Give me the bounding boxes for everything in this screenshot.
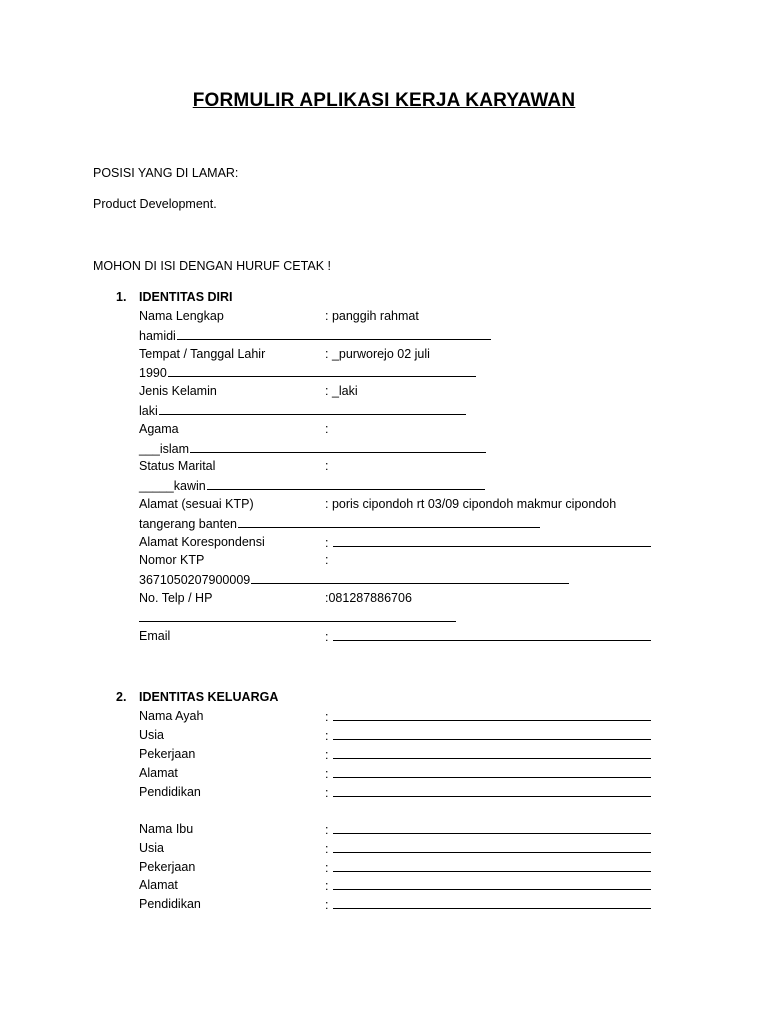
underline-blank [333,766,651,778]
underline-blank [333,535,651,547]
section-identitas-diri-heading [116,290,233,304]
colon: : [325,879,329,893]
field-value-email[interactable] [325,629,651,644]
underline-blank [333,860,651,872]
position-value: Product Development. [93,197,217,211]
colon: : [325,898,329,912]
field-label-nama-ibu: Nama Ibu [139,822,194,836]
colon: : [325,729,329,743]
page-title: FORMULIR APLIKASI KERJA KARYAWAN [192,90,576,111]
field-cont-alamat[interactable] [139,516,540,531]
field-value-pekerjaan-ayah[interactable] [325,747,651,762]
field-cont-ttl[interactable] [139,365,476,380]
underline-blank [333,747,651,759]
field-value-alamat[interactable]: : poris cipondoh rt 03/09 cipondoh makmur cipondoh [325,497,617,511]
field-label-pekerjaan-ayah: Pekerjaan [139,747,196,761]
colon: : [325,748,329,762]
underline-blank [333,897,651,909]
field-value-jk[interactable]: : _laki [325,384,358,398]
field-value-agama[interactable]: : [325,422,329,436]
field-label-usia-ayah: Usia [139,728,165,742]
field-cont-nama[interactable] [139,328,491,343]
field-value-alamat-ibu[interactable] [325,878,651,893]
underline-blank [190,441,486,453]
section-title: IDENTITAS DIRI [139,290,233,304]
section-number: 2. [116,690,127,704]
field-cont-text: _____kawin [139,479,206,493]
colon: : [325,536,329,550]
section-identitas-keluarga-heading [116,690,278,704]
field-cont-ktp[interactable] [139,572,569,587]
field-label-usia-ibu: Usia [139,841,165,855]
colon: : [325,786,329,800]
underline-blank [333,728,651,740]
field-cont-text: hamidi [139,329,176,343]
colon: : [325,630,329,644]
section-title: IDENTITAS KELUARGA [139,690,279,704]
field-value-ttl[interactable]: : _purworejo 02 juli [325,347,430,361]
underline-blank [177,328,491,340]
colon: : [325,710,329,724]
field-value-nama-ibu[interactable] [325,822,651,837]
underline-blank [333,709,651,721]
field-cont-text: tangerang banten [139,517,238,531]
field-label-alamat: Alamat (sesuai KTP) [139,497,254,511]
field-label-nama-ayah: Nama Ayah [139,709,204,723]
underline-blank [333,785,651,797]
underline-blank [159,403,466,415]
underline-blank [333,878,651,890]
field-cont-text: laki [139,404,158,418]
field-label-agama: Agama [139,422,179,436]
field-label-pekerjaan-ibu: Pekerjaan [139,860,196,874]
underline-blank [333,841,651,853]
field-label-pendidikan-ibu: Pendidikan [139,897,201,911]
field-label-jk: Jenis Kelamin [139,384,217,398]
position-label: POSISI YANG DI LAMAR: [93,166,239,180]
underline-blank [139,610,456,622]
field-cont-status[interactable] [139,478,485,493]
field-label-status: Status Marital [139,459,216,473]
field-label-ktp: Nomor KTP [139,553,205,567]
field-label-koresp: Alamat Korespondensi [139,535,265,549]
underline-blank [333,629,651,641]
field-value-nama[interactable]: : panggih rahmat [325,309,419,323]
field-value-nama-ayah[interactable] [325,709,651,724]
field-value-alamat-ayah[interactable] [325,766,651,781]
field-label-alamat-ibu: Alamat [139,878,178,892]
field-label-telp: No. Telp / HP [139,591,213,605]
field-value-pendidikan-ayah[interactable] [325,785,651,800]
section-number: 1. [116,290,127,304]
field-cont-text: 1990 [139,366,167,380]
colon: : [325,767,329,781]
field-value-pendidikan-ibu[interactable] [325,897,651,912]
underline-blank [207,478,485,490]
field-label-email: Email [139,629,171,643]
underline-blank [251,572,569,584]
field-value-usia-ayah[interactable] [325,728,651,743]
colon: : [325,861,329,875]
underline-blank [333,822,651,834]
field-value-koresp[interactable] [325,535,651,550]
field-cont-text: ___islam [139,442,190,456]
colon: : [325,823,329,837]
field-cont-telp[interactable] [139,610,456,625]
field-label-ttl: Tempat / Tanggal Lahir [139,347,266,361]
field-cont-text: 3671050207900009 [139,573,251,587]
field-value-usia-ibu[interactable] [325,841,651,856]
field-label-pendidikan-ayah: Pendidikan [139,785,201,799]
field-value-status[interactable]: : [325,459,329,473]
field-label-nama: Nama Lengkap [139,309,224,323]
field-value-pekerjaan-ibu[interactable] [325,860,651,875]
field-cont-jk[interactable] [139,403,466,418]
colon: : [325,842,329,856]
field-value-ktp[interactable]: : [325,553,329,567]
instruction-text: MOHON DI ISI DENGAN HURUF CETAK ! [93,259,331,273]
field-label-alamat-ayah: Alamat [139,766,178,780]
field-cont-agama[interactable] [139,441,486,456]
field-value-telp[interactable]: :081287886706 [325,591,412,605]
underline-blank [238,516,540,528]
underline-blank [168,365,476,377]
